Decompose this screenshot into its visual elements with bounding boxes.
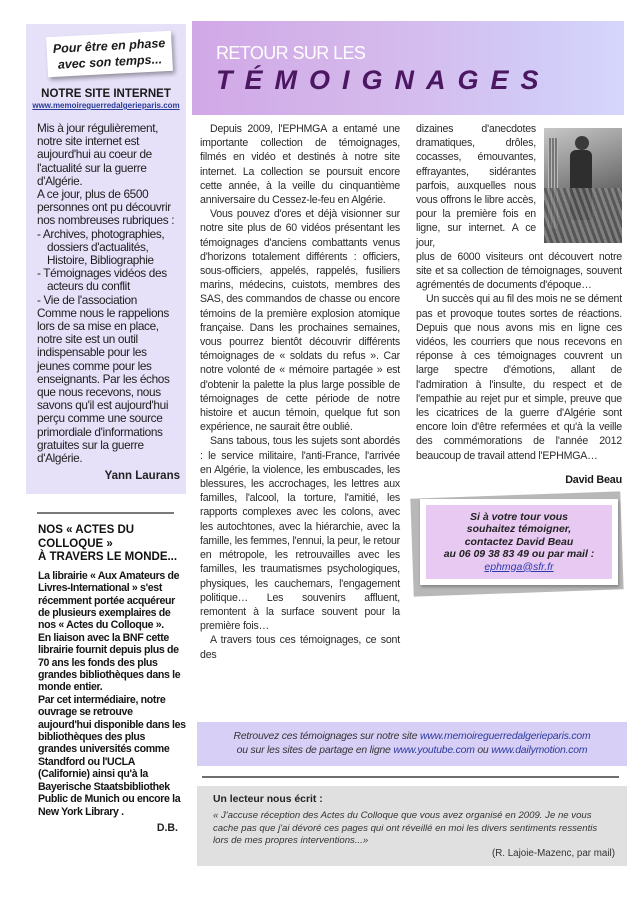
site-section-title: NOTRE SITE INTERNET: [41, 88, 171, 100]
links-line: [197, 730, 627, 744]
bottom-divider: [202, 776, 619, 778]
rubrique-item: - Archives, photographies, dossiers d'actualités, Histoire, Bibliographie: [37, 226, 165, 268]
intro-paragraph: A ce jour, plus de 6500 personnes ont pu découvrir nos nombreuses rubriques :: [37, 187, 175, 228]
contact-line: contactez David Beau: [464, 535, 574, 548]
article-paragraph: Vous pouvez d'ores et déjà visionner sur notre site plus de 60 vidéos présentant les témoignages d'anciens combattants venus d'horizons totalement différents : officiers, sous-officiers, appelés, rappelés, fusiliers marins, médecins, cuistots, membres des SAS, des commandos de chasse ou encore témoins de la première explosion atomique française. Dans les prochaines semaines, vous pourrez bientôt découvrir différents témoignages de « soldats du refus ». Car notre volonté de « mémoire partagée » est d'obtenir la palette la plus large possible de témoignages de cette période de notre histoire et aucun témoin, quelque fut son expérience, ne saurait être oublié.: [200, 208, 400, 434]
phase-card-line: Pour être en phase: [52, 36, 166, 56]
reader-letter-box: [197, 786, 627, 866]
site-link[interactable]: www.memoireguerredalgerieparis.com: [419, 731, 591, 742]
actes-title-line: COLLOQUE »: [38, 537, 113, 550]
contact-card-content: [426, 505, 612, 579]
sidebar-signature: Yann Laurans: [104, 470, 180, 483]
actes-title: [38, 524, 186, 565]
article-signature: David Beau: [565, 473, 622, 486]
article-right-column-wrapper: [416, 122, 622, 585]
actes-title-line: À TRAVERS LE MONDE...: [38, 551, 178, 564]
article-right-column: [416, 250, 622, 463]
intro-paragraph: Mis à jour régulièrement, notre site internet est aujourd'hui au coeur de l'actualité sur la guerre d'Algérie.: [37, 121, 159, 188]
article-paragraph: Sans tabous, tous les sujets sont abordés : le service militaire, l'anti-France, l'arrivée en Algérie, la violence, les embuscades, les blessures, les accrochages, les lettres aux familles, l'alcool, la torture, l'amitié, les rapports complexes avec les colons, avec les autochtones, avec la hiérarchie, avec la famille, les femmes, l'ennui, la peur, le retour en métropole, les retrouvailles avec les familles, les traumatismes psychologiques, physiques, les cauchemars, l'engagement politique… Les souvenirs affluent, remontent à la surface souvent pour la première fois…: [200, 435, 400, 633]
rubriques-list: [37, 228, 180, 307]
contact-card: [420, 499, 618, 585]
closing-paragraph: Comme nous le rappelions lors de sa mise en place, notre site est un outil indispensable pour les jeunes comme pour les enseignants. Par les échos que nous recevons, nous savons qu'il est aujourd'hui perçu comme une source primordiale d'informations gratuites sur la guerre d'Algérie.: [37, 305, 170, 466]
actes-title-line: NOS « ACTES DU: [38, 524, 135, 537]
soldier-photo-icon: [544, 128, 622, 243]
article-middle-column: [200, 122, 400, 662]
youtube-link[interactable]: www.youtube.com: [393, 745, 475, 756]
article-paragraph: plus de 6000 visiteurs ont découvert notre site et sa collection de témoignages, souvent agrémentés de documents d'époque…: [416, 250, 622, 292]
contact-line: Si à votre tour vous: [469, 511, 569, 524]
rubrique-item: - Témoignages vidéos des acteurs du conflit: [37, 266, 167, 294]
article-paragraph: Depuis 2009, l'EPHMGA a entamé une importante collection de témoignages, filmés en vidéo et destinés à notre site internet. La collection se poursuit encore cette année, à la veille du cinquantième anniversaire du Cessez-le-feu en Algérie.: [200, 123, 400, 207]
links-box: [197, 722, 627, 766]
dailymotion-link[interactable]: www.dailymotion.com: [491, 745, 588, 756]
website-info-box: [26, 24, 186, 494]
left-divider: [37, 512, 174, 514]
links-text: ou sur les sites de partage en ligne: [236, 745, 394, 756]
website-description: [37, 122, 180, 465]
rubrique-item: - Vie de l'association: [37, 292, 137, 307]
actes-paragraph: Par cet intermédiaire, notre ouvrage se retrouve aujourd'hui disponible dans les bibliothèques des plus grandes universités comme Standford ou l'UCLA (Californie) ainsi qu'à la Bayerische Staatsbibliothek Public de Munich ou encore la New York Library .: [38, 693, 186, 818]
contact-card-wrapper: [420, 499, 618, 585]
reader-title: Un lecteur nous écrit :: [213, 794, 323, 805]
phase-card-line: avec son temps...: [57, 52, 163, 72]
phase-card: [46, 31, 173, 77]
article-header: [192, 21, 624, 115]
contact-line: souhaitez témoigner,: [466, 523, 572, 536]
actes-paragraph: En liaison avec la BNF cette librairie fournit depuis plus de 70 ans les fonds des plus grandes bibliothèques dans le monde entier.: [38, 631, 181, 694]
site-url-link[interactable]: www.memoireguerredalgerieparis.com: [32, 101, 180, 110]
actes-body: [38, 570, 186, 818]
photo-vegetation: [544, 188, 622, 243]
article-paragraph: A travers tous ces témoignages, ce sont des: [200, 634, 400, 661]
contact-email-link[interactable]: ephmga@sfr.fr: [484, 560, 554, 573]
contact-line: au 06 09 38 83 49 ou par mail :: [443, 548, 595, 561]
links-line: [197, 744, 627, 758]
article-paragraph: Un succès qui au fil des mois ne se dément pas et provoque toutes sortes de réactions. Depuis que nous avons mis en ligne ces vidéos, les courriers que nous recevons en réponse à ces témoignages couvrent un large spectre d'émotions, allant de l'admiration à l'insulte, du respect et de l'empathie au rejet pur et simple, preuve que les cicatrices de la guerre d'Algérie sont encore loin d'être refermées et qu'à la veille des commémorations de l'année 2012 beaucoup de travail attend l'EPHMGA…: [416, 293, 622, 462]
reader-quote: « J'accuse réception des Actes du Colloque que vous avez organisé en 2009. Je ne vous cache pas que j'ai dévoré ces pages qui ont réveillé en moi les divers sentiments ressentis lors de mes propres interventions...»: [213, 810, 598, 847]
header-title: TÉMOIGNAGES: [216, 65, 551, 95]
links-text: ou: [474, 745, 492, 756]
reader-signature: (R. Lajoie-Mazenc, par mail): [491, 847, 615, 859]
links-text: Retrouvez ces témoignages sur notre site: [233, 731, 420, 742]
article-right-narrow: dizaines d'anecdotes dramatiques, drôles, cocasses, émouvantes, effrayantes, sidérantes parfois, auxquelles nous vous offrons le libre accès, pour la première fois en ligne, sur internet. A ce jour,: [416, 123, 536, 249]
left-column: [26, 24, 186, 834]
actes-paragraph: La librairie « Aux Amateurs de Livres-International » s'est récemment portée acquéreur de plusieurs exemplaires de nos « Actes du Colloque ».: [38, 569, 180, 632]
actes-signature: D.B.: [156, 821, 178, 834]
photo-soldier-head: [575, 136, 589, 150]
header-subtitle: RETOUR SUR LES: [216, 43, 366, 63]
